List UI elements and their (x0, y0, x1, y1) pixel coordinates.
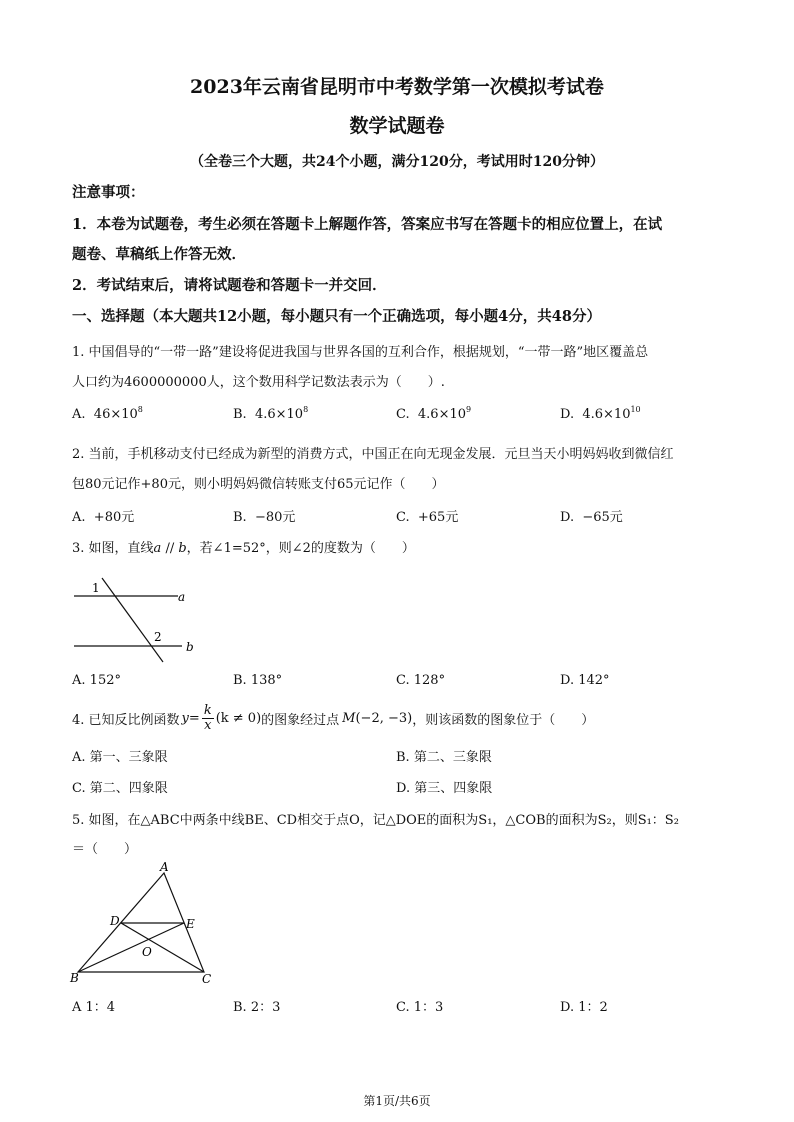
option-text: 第三、四象限 (414, 781, 493, 796)
option-text: 第二、四象限 (89, 781, 168, 796)
option-text: 128° (413, 673, 446, 688)
option-exponent: 9 (466, 405, 472, 414)
option-text: 138° (250, 673, 283, 688)
question-2-option-c[interactable] (396, 506, 458, 525)
question-1-option-d[interactable] (560, 405, 641, 422)
question-1-line-1: 1. 中国倡导的“一带一路”建设将促进我国与世界各国的互利合作，根据规划，“一带一路”地区覆盖总 (72, 345, 649, 360)
question-5-line-2: ＝（ ） (72, 842, 138, 857)
function-y: y (181, 711, 189, 726)
triangle-figure (68, 862, 228, 992)
angle-2-label: 2 (154, 630, 162, 644)
point-d-label: D (110, 914, 120, 928)
line-a-label: a (178, 590, 186, 604)
option-text: 2：3 (250, 1000, 281, 1015)
question-5-option-d[interactable] (560, 996, 608, 1015)
question-2-line-1: 2. 当前，手机移动支付已经成为新型的消费方式，中国正在向无现金发展．元旦当天小明妈妈收到微信红 (72, 447, 674, 462)
option-text: 152° (89, 673, 121, 688)
question-1-option-a[interactable] (72, 405, 143, 422)
option-label: C. (396, 673, 410, 688)
question-5-option-b[interactable] (233, 996, 280, 1015)
stem-prefix: 4. 已知反比例函数 (72, 713, 180, 728)
question-4-option-c[interactable] (72, 777, 168, 796)
notice-item-2: 2．考试结束后，请将试题卷和答题卡一并交回． (72, 277, 387, 294)
option-text: 1：3 (413, 1000, 444, 1015)
angle-1-label: 1 (92, 581, 100, 595)
notice-heading: 注意事项： (72, 184, 145, 201)
option-label: B. (233, 673, 247, 688)
question-3-option-a[interactable] (72, 673, 121, 688)
option-text: 142° (578, 673, 610, 688)
option-exponent: 8 (303, 405, 309, 414)
option-label: B. (396, 750, 410, 765)
parallel-lines-figure (70, 570, 210, 670)
page-number: 第1页/共6页 (363, 1094, 431, 1108)
option-mantissa: 4.6×10 (582, 407, 631, 422)
function-condition: (k ≠ 0) (215, 711, 262, 726)
point-name: M (342, 711, 356, 726)
stem-prefix: 3. 如图，直线 (72, 541, 154, 556)
question-3-option-c[interactable] (396, 673, 445, 688)
point-coordinates: (−2, −3) (355, 711, 413, 726)
question-5-option-a[interactable] (72, 996, 115, 1015)
option-label: D. (560, 1000, 575, 1015)
median-be (78, 923, 184, 972)
option-label: C. (396, 407, 410, 422)
option-mantissa: 4.6×10 (254, 407, 304, 422)
question-5-option-c[interactable] (396, 996, 443, 1015)
option-exponent: 8 (137, 405, 143, 414)
question-1-option-c[interactable] (396, 405, 471, 422)
point-o-label: O (142, 945, 152, 959)
vertex-c-label: C (202, 972, 212, 986)
notice-item-1-line-2: 题卷、草稿纸上作答无效． (72, 246, 246, 263)
notice-item-1-line-1: 1．本卷为试题卷，考生必须在答题卡上解题作答，答案应书写在答题卡的相应位置上，在试 (72, 216, 663, 233)
fraction-denominator: x (204, 718, 212, 733)
option-text: 第二、三象限 (413, 750, 492, 765)
question-2-line-2: 包80元记作+80元，则小明妈妈微信转账支付65元记作（ ） (72, 477, 445, 492)
option-label: B. (233, 510, 247, 525)
point-e-label: E (186, 917, 195, 931)
line-b-name: b (178, 541, 187, 556)
question-5-line-1: 5. 如图，在△ABC中两条中线BE、CD相交于点O，记△DOE的面积为S₁，△COB的面积为S₂，则S₁：S₂ (72, 813, 679, 828)
option-text: +65元 (417, 510, 459, 525)
option-text: 第一、三象限 (89, 750, 168, 765)
option-label: B. (233, 1000, 247, 1015)
section-1-heading: 一、选择题（本大题共12小题，每小题只有一个正确选项，每小题4分，共48分） (72, 308, 601, 325)
stem-suffix: ，若∠1=52°，则∠2的度数为（ ） (186, 541, 415, 556)
question-4-option-a[interactable] (72, 746, 168, 765)
option-exponent: 10 (630, 405, 641, 414)
question-4-option-d[interactable] (396, 777, 492, 796)
option-label: D. (560, 673, 575, 688)
vertex-b-label: B (70, 971, 79, 985)
option-mantissa: 46×10 (93, 407, 138, 422)
question-2-option-b[interactable] (233, 506, 295, 525)
option-text: +80元 (93, 510, 135, 525)
option-text: 1：4 (85, 1000, 116, 1015)
exam-info: （全卷三个大题，共24个小题，满分120分，考试用时120分钟） (190, 154, 604, 170)
question-4-option-b[interactable] (396, 746, 492, 765)
option-mantissa: 4.6×10 (417, 407, 466, 422)
vertex-a-label: A (160, 862, 169, 874)
exam-subtitle: 数学试题卷 (349, 115, 445, 137)
question-2-option-a[interactable] (72, 506, 134, 525)
option-label: A. (72, 750, 86, 765)
option-label: A (72, 1000, 82, 1015)
question-4-stem (72, 704, 594, 733)
option-label: C. (72, 781, 86, 796)
option-label: C. (396, 1000, 410, 1015)
stem-suffix: ，则该函数的图象位于（ ） (412, 713, 595, 728)
stem-middle: 的图象经过点 (261, 713, 340, 728)
line-b-label: b (186, 640, 194, 654)
option-text: −80元 (254, 510, 296, 525)
question-2-option-d[interactable] (560, 506, 623, 525)
question-3-option-b[interactable] (233, 673, 282, 688)
fraction-k-over-x (202, 704, 214, 733)
transversal (102, 578, 163, 662)
question-3-option-d[interactable] (560, 673, 610, 688)
equals-sign: = (188, 711, 200, 726)
option-label: D. (396, 781, 411, 796)
question-1-option-b[interactable] (233, 405, 308, 422)
option-text: −65元 (582, 510, 623, 525)
option-text: 1：2 (578, 1000, 608, 1015)
option-label: A. (72, 673, 86, 688)
option-label: D. (560, 407, 575, 422)
option-label: C. (396, 510, 410, 525)
option-label: A. (72, 510, 86, 525)
option-label: D. (560, 510, 575, 525)
line-a-name: a (153, 541, 162, 556)
parallel-symbol: // (161, 541, 179, 556)
question-3-stem (72, 537, 415, 556)
fraction-numerator: k (203, 703, 212, 718)
option-label: A. (72, 407, 86, 422)
option-label: B. (233, 407, 247, 422)
question-1-line-2: 人口约为4600000000人，这个数用科学记数法表示为（ ）. (72, 375, 445, 390)
exam-title: 2023年云南省昆明市中考数学第一次模拟考试卷 (190, 76, 604, 98)
